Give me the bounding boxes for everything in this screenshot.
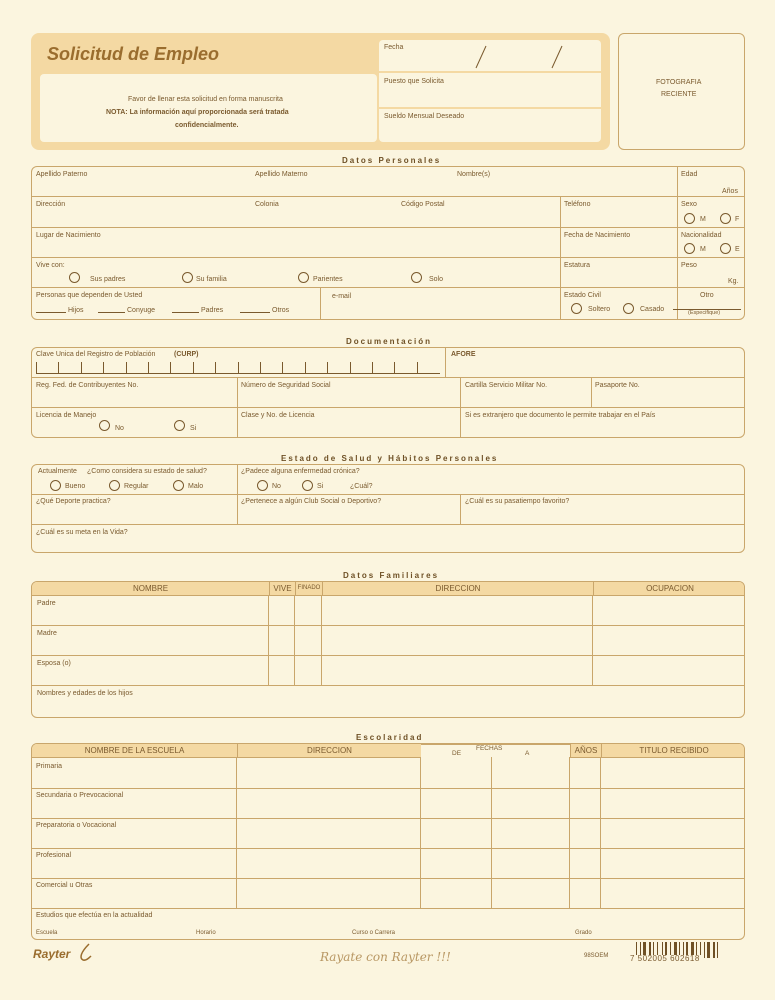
brand-swoosh-icon: [77, 942, 93, 962]
fecha-nac-label: Fecha de Nacimiento: [564, 232, 631, 239]
malo-label: Malo: [188, 483, 204, 490]
hijos-label: Hijos: [68, 307, 84, 314]
esc-header-titulo: TITULO RECIBIDO: [601, 744, 745, 758]
afore-label: AFORE: [451, 351, 476, 358]
fam-row-esposa: Esposa (o): [37, 660, 71, 667]
product-code: 98SOEM: [584, 953, 609, 959]
puesto-label: Puesto que Solicita: [384, 78, 444, 85]
grado-label: Grado: [575, 930, 592, 936]
photo-label2: RECIENTE: [661, 91, 697, 98]
cual-label: ¿Cuál?: [350, 483, 373, 490]
barcode-number: 7 502005 602618: [630, 954, 700, 963]
padres-line[interactable]: [172, 312, 199, 313]
fam-header-ocupacion: OCUPACION: [593, 582, 745, 596]
vive-solo-radio[interactable]: [411, 272, 422, 283]
esc-header-nombre: NOMBRE DE LA ESCUELA: [32, 744, 237, 758]
fechas-a-label: A: [525, 750, 530, 757]
meta-label: ¿Cuál es su meta en la Vida?: [36, 529, 128, 536]
solo-label: Solo: [429, 276, 444, 283]
apellido-materno-label: Apellido Materno: [255, 171, 308, 178]
note-line2: confidencialmente.: [175, 122, 239, 129]
lugar-label: Lugar de Nacimiento: [36, 232, 101, 239]
telefono-label: Teléfono: [564, 201, 591, 208]
extranjero-label: Si es extranjero que documento le permite trabajar en el País: [465, 412, 656, 419]
kg-label: Kg.: [728, 278, 739, 285]
curso-label: Curso o Carrera: [352, 930, 396, 936]
escolaridad-box: [31, 743, 745, 940]
cronica-si-radio[interactable]: [302, 480, 313, 491]
sueldo-label: Sueldo Mensual Deseado: [384, 113, 465, 120]
clase-label: Clase y No. de Licencia: [241, 412, 315, 419]
cronica-no-radio[interactable]: [257, 480, 268, 491]
dependen-label: Personas que dependen de Usted: [36, 292, 143, 299]
otros-line[interactable]: [240, 312, 270, 313]
conyuge-line[interactable]: [98, 312, 125, 313]
vive-familia-radio[interactable]: [182, 272, 193, 283]
cronica-no-label: No: [272, 483, 281, 490]
fechas-label: FECHAS: [476, 745, 503, 752]
f-label: F: [735, 216, 740, 223]
pasatiempo-label: ¿Cuál es su pasatiempo favorito?: [465, 498, 570, 505]
email-label: e-mail: [332, 293, 352, 300]
cronica-si-label: Si: [317, 483, 324, 490]
section-escolaridad: Escolaridad: [356, 733, 424, 742]
section-salud: Estado de Salud y Hábitos Personales: [281, 454, 499, 463]
instructions: Favor de llenar esta solicitud en forma manuscrita: [128, 96, 283, 103]
soltero-radio[interactable]: [571, 303, 582, 314]
licencia-no-label: No: [115, 425, 124, 432]
rfc-label: Reg. Fed. de Contribuyentes No.: [36, 382, 139, 389]
fam-header-nombre: NOMBRE: [32, 582, 269, 596]
familiares-box: [31, 581, 745, 718]
esc-row-primaria: Primaria: [36, 763, 63, 770]
estudios-actual-label: Estudios que efectúa en la actualidad: [36, 912, 153, 919]
esc-header-anos: AÑOS: [570, 744, 601, 758]
bueno-radio[interactable]: [50, 480, 61, 491]
casado-label: Casado: [640, 306, 665, 313]
title: Solicitud de Empleo: [47, 44, 220, 64]
hijos-line[interactable]: [36, 312, 66, 313]
section-documentacion: Documentación: [346, 337, 433, 346]
especifique-label: (Especifique): [688, 310, 721, 316]
esc-row-secundaria: Secundaria o Prevocacional: [36, 792, 124, 799]
peso-label: Peso: [681, 262, 697, 269]
como-label: ¿Como considera su estado de salud?: [87, 468, 207, 475]
instructions-box: [40, 74, 377, 142]
curp-abbr: (CURP): [174, 351, 199, 358]
otro-label: Otro: [700, 292, 714, 299]
anos-label: Años: [722, 188, 738, 195]
fam-header-finado: FINADO: [295, 582, 322, 596]
padres-label: Sus padres: [90, 276, 126, 283]
fam-header-vive: VIVE: [269, 582, 295, 596]
estado-civil-label: Estado Civil: [564, 292, 601, 299]
estatura-label: Estatura: [564, 262, 591, 269]
bueno-label: Bueno: [65, 483, 86, 490]
regular-label: Regular: [124, 483, 149, 490]
malo-radio[interactable]: [173, 480, 184, 491]
section-datos-personales: Datos Personales: [342, 156, 442, 165]
fecha-label: Fecha: [384, 44, 404, 51]
documentacion-box: [31, 347, 745, 438]
soltero-label: Soltero: [588, 306, 611, 313]
otros-label: Otros: [272, 307, 290, 314]
cronica-label: ¿Padece alguna enfermedad crónica?: [241, 468, 360, 475]
regular-radio[interactable]: [109, 480, 120, 491]
sexo-f-radio[interactable]: [720, 213, 731, 224]
padres2-label: Padres: [201, 307, 224, 314]
fechas-de-label: DE: [452, 750, 462, 757]
direccion-label: Dirección: [36, 201, 66, 208]
parientes-label: Parientes: [313, 276, 343, 283]
horario-label: Horario: [196, 930, 216, 936]
sexo-label: Sexo: [681, 201, 697, 208]
slogan: Rayate con Rayter !!!: [320, 950, 451, 964]
casado-radio[interactable]: [623, 303, 634, 314]
fam-header-direccion: DIRECCION: [322, 582, 593, 596]
familia-label: Su familia: [196, 276, 227, 283]
conyuge-label: Conyuge: [127, 307, 156, 314]
salud-box: [31, 464, 745, 553]
nombres-label: Nombre(s): [457, 171, 491, 178]
esc-row-preparatoria: Preparatoria o Vocacional: [36, 822, 117, 829]
nac-e-radio[interactable]: [720, 243, 731, 254]
sexo-m-radio[interactable]: [684, 213, 695, 224]
nac-m-label: M: [700, 246, 706, 253]
vive-parientes-radio[interactable]: [298, 272, 309, 283]
actualmente-label: Actualmente: [38, 468, 77, 475]
escuela-label: Escuela: [36, 930, 58, 936]
section-familiares: Datos Familiares: [343, 571, 440, 580]
photo-label: FOTOGRAFIA: [656, 79, 702, 86]
date-slashes: [470, 44, 570, 72]
esc-row-comercial: Comercial u Otras: [36, 882, 93, 889]
licencia-si-radio[interactable]: [174, 420, 185, 431]
hijos-edades-label: Nombres y edades de los hijos: [37, 690, 133, 697]
edad-label: Edad: [681, 171, 698, 178]
esc-header-direccion: DIRECCION: [237, 744, 421, 758]
note-line1: NOTA: La información aquí proporcionada será tratada: [106, 109, 289, 116]
licencia-no-radio[interactable]: [99, 420, 110, 431]
nacionalidad-label: Nacionalidad: [681, 232, 722, 239]
licencia-si-label: Si: [190, 425, 197, 432]
apellido-paterno-label: Apellido Paterno: [36, 171, 88, 178]
cp-label: Código Postal: [401, 201, 445, 208]
deporte-label: ¿Qué Deporte practica?: [36, 498, 111, 505]
esc-row-profesional: Profesional: [36, 852, 72, 859]
club-label: ¿Pertenece a algún Club Social o Deportivo?: [241, 498, 382, 505]
brand-logo: Rayter: [33, 947, 71, 961]
pasaporte-label: Pasaporte No.: [595, 382, 640, 389]
fam-row-padre: Padre: [37, 600, 56, 607]
licencia-label: Licencia de Manejo: [36, 412, 97, 419]
nac-m-radio[interactable]: [684, 243, 695, 254]
m-label: M: [700, 216, 706, 223]
nss-label: Número de Seguridad Social: [241, 382, 331, 389]
vive-padres-radio[interactable]: [69, 272, 80, 283]
curp-boxes[interactable]: [36, 362, 440, 374]
curp-label: Clave Unica del Registro de Población: [36, 351, 156, 358]
vive-label: Vive con:: [36, 262, 65, 269]
cartilla-label: Cartilla Servicio Militar No.: [465, 382, 548, 389]
fam-row-madre: Madre: [37, 630, 57, 637]
e-label: E: [735, 246, 740, 253]
colonia-label: Colonia: [255, 201, 279, 208]
